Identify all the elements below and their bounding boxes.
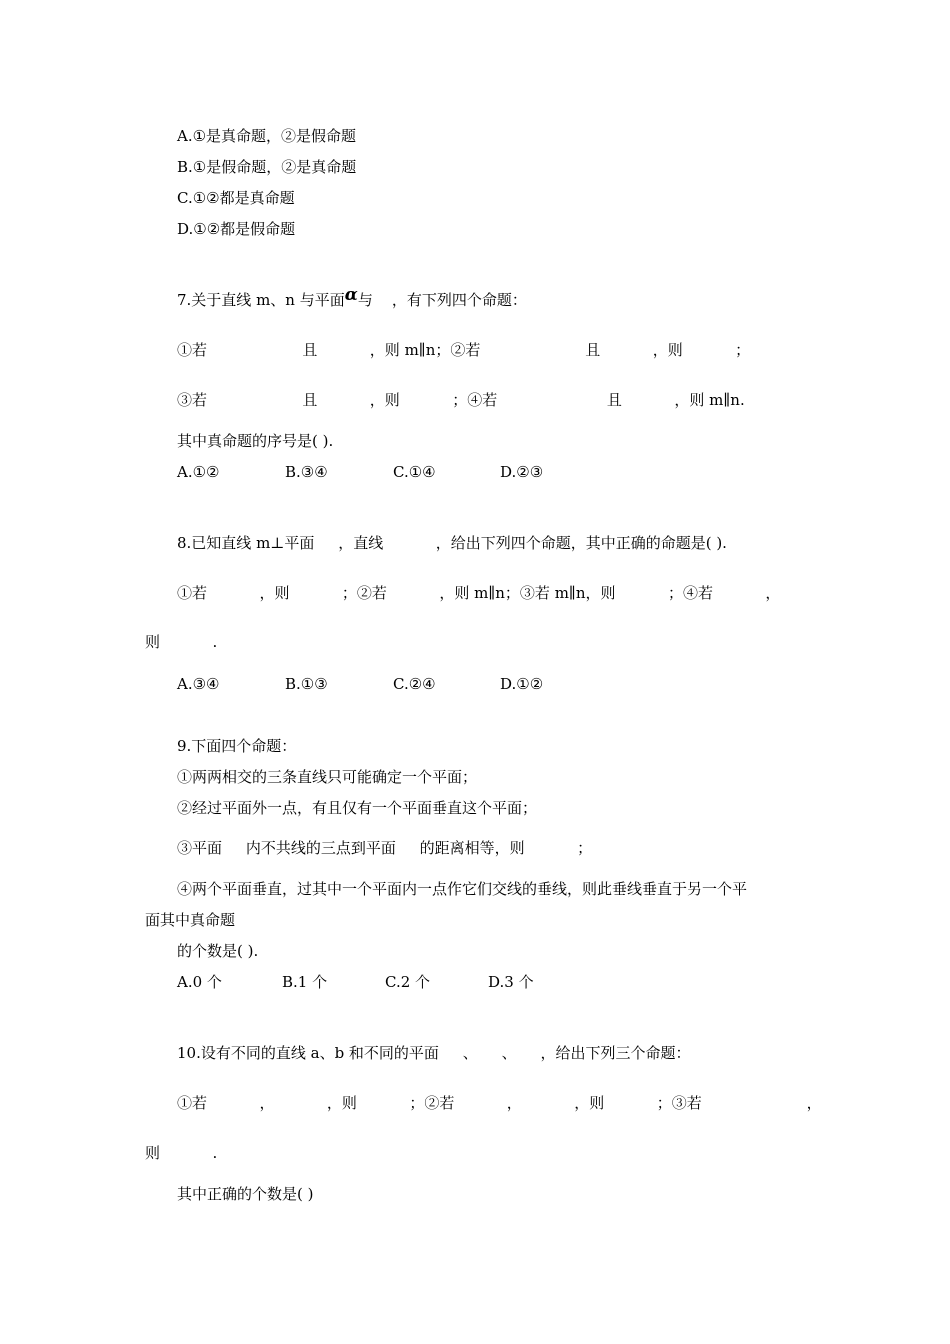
q7-stem-part1: 7.关于直线 m、n 与平面 [177,291,345,309]
q9-stem: 9.下面四个命题： [177,737,297,755]
q9-question: 的个数是( ). [177,942,259,960]
q8-option-d: D.①② [500,675,544,693]
q7-option-d: D.②③ [500,463,544,481]
q9-option-c: C.2 个 [385,973,431,991]
q8-option-c: C.②④ [393,675,436,693]
q7-stem-part2: 与 ，有下列四个命题： [357,291,527,309]
q9-option-d: D.3 个 [488,973,534,991]
q8-option-a: A.③④ [177,675,220,693]
q9-option-a: A.0 个 [177,973,222,991]
q9-statement-4: ④两个平面垂直，过其中一个平面内一点作它们交线的垂线，则此垂线垂直于另一个平 [177,880,748,898]
q7-propositions-row2: ③若 且 ，则 ；④若 且 ，则 m∥n. [177,391,745,409]
q7-option-a: A.①② [177,463,220,481]
q7-option-b: B.③④ [285,463,328,481]
q8-propositions-row1: ①若 ，则 ；②若 ，则 m∥n；③若 m∥n，则 ；④若 ， [177,584,781,602]
alpha-symbol: α [344,285,358,305]
q7-question: 其中真命题的序号是( ). [177,432,334,450]
q9-statement-4-cont: 面其中真命题 [145,911,236,929]
q8-stem: 8.已知直线 m⊥平面 ，直线 ，给出下列四个命题，其中正确的命题是( ). [177,534,727,552]
q10-stem: 10.设有不同的直线 a、b 和不同的平面 、 、 ，给出下列三个命题： [177,1044,691,1062]
q9-statement-1: ①两两相交的三条直线只可能确定一个平面； [177,768,478,786]
q7-option-c: C.①④ [393,463,436,481]
q7-propositions-row1: ①若 且 ，则 m∥n；②若 且 ，则 ； [177,341,751,359]
q6-option-b: B.①是假命题，②是真命题 [177,158,357,176]
q9-option-b: B.1 个 [282,973,328,991]
q9-statement-3: ③平面 内不共线的三点到平面 的距离相等，则 ； [177,839,593,857]
q8-propositions-row2: 则 . [145,633,218,651]
q6-option-a: A.①是真命题，②是假命题 [177,127,357,145]
q6-option-c: C.①②都是真命题 [177,189,295,207]
q10-propositions-row2: 则 . [145,1144,218,1162]
q6-option-d: D.①②都是假命题 [177,220,296,238]
q10-question: 其中正确的个数是( ) [177,1185,314,1203]
q7-stem [177,285,527,310]
q10-propositions-row1: ①若 ， ，则 ；②若 ， ，则 ；③若 ， [177,1094,822,1112]
q9-statement-2: ②经过平面外一点，有且仅有一个平面垂直这个平面； [177,799,538,817]
q8-option-b: B.①③ [285,675,328,693]
